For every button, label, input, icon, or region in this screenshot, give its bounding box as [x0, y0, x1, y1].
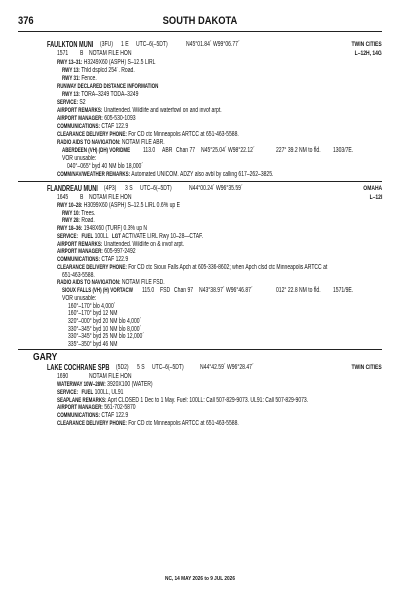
runway-spec: H3249X60 (ASPH) S–12.5 LIRL — [83, 59, 156, 66]
communications-line — [57, 256, 128, 264]
clearance-delivery-label: CLEARANCE DELIVERY PHONE: — [57, 420, 127, 427]
runway-end-text: Road. — [81, 217, 95, 224]
communications-line — [57, 123, 128, 131]
chart-list: L–12H, 14G — [354, 50, 382, 57]
runway-label: RWY 10–28: — [57, 202, 83, 209]
navaid-name: SIOUX FALLS (VH) (H) VORTACW — [62, 287, 133, 294]
clearance-delivery-text: For CD ctc Sioux Falls Apch at 605-336-8602; when Apch clsd ctc Minneapolis ARTCC at — [128, 264, 328, 271]
fuel-label: FUEL — [81, 233, 94, 240]
communications-label: COMMUNICATIONS: — [57, 256, 100, 263]
airport-location: 3 S — [125, 185, 133, 192]
waterway-spec: 3920X100 (WATER) — [107, 381, 153, 388]
airport-coords: N45°01.84´ W99°06.77´ — [186, 41, 240, 48]
navaid-frequency: 113.0 — [143, 147, 156, 154]
communications-text: CTAF 122.9 — [101, 256, 129, 263]
runway-end-label: RWY 31: — [62, 75, 80, 82]
runway-end-line — [62, 67, 135, 75]
fuel-label: FUEL — [81, 389, 94, 396]
navaid-channel: Chan 97 — [174, 287, 194, 294]
runway-end-label: RWY 13: — [62, 67, 80, 74]
service-line — [57, 389, 123, 397]
seaplane-remarks-label: SEAPLANE REMARKS: — [57, 397, 107, 404]
seaplane-remarks-text: Aprt CLOSED 1 Dec to 1 May. Fuel: 100LL: Call 507-829-9073. UL91: Call 507-829-9073. — [107, 397, 309, 404]
lighting-text: ACTIVATE LIRL Rwy 10–28—CTAF. — [122, 233, 204, 240]
clearance-delivery-label: CLEARANCE DELIVERY PHONE: — [57, 131, 127, 138]
airport-ident: (3FU) — [100, 41, 113, 48]
state-title: SOUTH DAKOTA — [162, 15, 238, 27]
navaid-ident: ABR — [162, 147, 173, 154]
communications-label: COMMUNICATIONS: — [57, 123, 100, 130]
airport-elevation: 1571 — [57, 50, 69, 57]
airport-coords: N44°42.59´ W96°28.47´ — [200, 364, 254, 371]
service-line — [57, 99, 86, 107]
notam-file: NOTAM FILE HON — [89, 50, 132, 57]
vor-unusable-heading: VOR unusable: — [62, 295, 97, 302]
runway-spec: 1948X60 (TURF) 0.3% up N — [83, 225, 148, 232]
airport-ident: (5D2) — [116, 364, 129, 371]
fuel-class: B — [80, 50, 84, 57]
airport-utc: UTC–6(–5DT) — [136, 41, 168, 48]
communications-label: COMMUNICATIONS: — [57, 412, 100, 419]
airport-manager-phone: 605-997-2492 — [104, 248, 136, 255]
airport-remarks-text: Unattended. Wildlife and waterfowl on and invof arpt. — [103, 107, 222, 114]
airport-manager-line — [57, 248, 136, 256]
chart-region: TWIN CITIES — [351, 364, 382, 371]
airport-manager-phone: 605-530-1093 — [104, 115, 136, 122]
airport-manager-label: AIRPORT MANAGER: — [57, 248, 103, 255]
navaid-ident: FSD — [160, 287, 171, 294]
service-label: SERVICE: — [57, 389, 78, 396]
airport-manager-label: AIRPORT MANAGER: — [57, 115, 103, 122]
runway-spec: H3099X60 (ASPH) S–12.5 LIRL 0.6% up E — [83, 202, 180, 209]
communications-line — [57, 412, 128, 420]
clearance-delivery-text: For CD ctc Minneapolis ARTCC at 651-463-5588. — [128, 131, 239, 138]
airport-name: FLANDREAU MUNI — [47, 184, 98, 193]
runway-end-line — [62, 75, 97, 83]
navaid-coords: N43°38.97´ W96°46.87´ — [199, 287, 253, 294]
airport-elevation: 1690 — [57, 373, 69, 380]
declared-distance-heading — [57, 83, 158, 91]
airport-location: 1 E — [121, 41, 129, 48]
navaid-bearing-distance: 012° 22.8 NM to fld. — [276, 287, 321, 294]
runway-end-label: RWY 10: — [62, 210, 80, 217]
clearance-delivery-continuation: 651-463-5588. — [62, 272, 95, 279]
vor-unusable-sector: 160°–170° byd 12 NM — [68, 310, 118, 317]
runway-line — [57, 202, 180, 210]
navaid-name: ABERDEEN (VH) (DH) VOR/DME — [62, 147, 131, 154]
vor-unusable-heading: VOR unusable: — [62, 155, 97, 162]
service-label: SERVICE: — [57, 233, 78, 240]
airport-name: LAKE COCHRANE SPB — [47, 363, 110, 372]
airport-coords: N44°00.24´ W96°35.59´ — [189, 185, 243, 192]
entry-rule — [18, 181, 382, 182]
comm-nav-weather-label: COMM/NAV/WEATHER REMARKS: — [57, 171, 131, 178]
runway-end-line — [62, 217, 95, 225]
navaid-bearing-distance: 227° 39.2 NM to fld. — [276, 147, 321, 154]
page-number: 376 — [18, 15, 34, 27]
vor-unusable-sector: 330°–345° byd 25 NM blo 12,000´ — [68, 333, 145, 340]
comm-nav-weather-text: Automated UNICOM. ADZY also avbl by calling 617–262–3825. — [131, 171, 274, 178]
radio-aids-text: NOTAM FILE FSD. — [121, 279, 165, 286]
service-text: S2 — [79, 99, 86, 106]
communications-text: CTAF 122.9 — [101, 123, 129, 130]
airport-manager-phone: 561-702-5870 — [104, 404, 136, 411]
runway-line — [57, 225, 147, 233]
clearance-delivery-text: For CD ctc Minneapolis ARTCC at 651-463-5588. — [128, 420, 239, 427]
runway-end-text: Thld dsplcd 254´. Road. — [81, 67, 135, 74]
city-rule — [18, 349, 382, 350]
runway-label: RWY 18–36: — [57, 225, 83, 232]
notam-file: NOTAM FILE HON — [89, 194, 132, 201]
fuel-types: 100LL, UL91 — [94, 389, 124, 396]
airport-elevation: 1645 — [57, 194, 69, 201]
waterway-label: WATERWAY 10W–28W: — [57, 381, 106, 388]
vor-unusable-sector: 335°–350° byd 46 NM — [68, 341, 118, 348]
clearance-delivery-line — [57, 264, 327, 272]
radio-aids-line — [57, 279, 165, 287]
communications-text: CTAF 122.9 — [101, 412, 129, 419]
radio-aids-line — [57, 139, 165, 147]
airport-utc: UTC–6(–5DT) — [140, 185, 172, 192]
navaid-elevation-variation: 1303/7E. — [333, 147, 354, 154]
navaid-coords: N45°25.04´ W98°22.12´ — [201, 147, 255, 154]
airport-remarks-label: AIRPORT REMARKS: — [57, 107, 103, 114]
airport-utc: UTC–6(–5DT) — [152, 364, 184, 371]
runway-end-label: RWY 28: — [62, 217, 80, 224]
vor-unusable-sector: 320°–000° byd 20 NM blo 4,000´ — [68, 318, 142, 325]
runway-label: RWY 13–31: — [57, 59, 83, 66]
chart-region: OMAHA — [363, 185, 382, 192]
header-rule — [18, 31, 382, 32]
fuel-class: B — [80, 194, 84, 201]
airport-manager-line — [57, 115, 136, 123]
clearance-delivery-label: CLEARANCE DELIVERY PHONE: — [57, 264, 127, 271]
airport-remarks-label: AIRPORT REMARKS: — [57, 241, 103, 248]
comm-nav-weather-line — [57, 171, 273, 179]
declared-distance-text: TORA–3249 TODA–3249 — [81, 91, 139, 98]
navaid-elevation-variation: 1571/9E. — [333, 287, 354, 294]
city-heading: GARY — [33, 352, 58, 363]
radio-aids-label: RADIO AIDS TO NAVIGATION: — [57, 139, 121, 146]
airport-ident: (4P3) — [104, 185, 117, 192]
airport-manager-label: AIRPORT MANAGER: — [57, 404, 103, 411]
runway-line — [57, 59, 155, 67]
vor-unusable-sector: 330°–345° byd 10 NM blo 8,000´ — [68, 326, 142, 333]
declared-distance-label: RWY 13: — [62, 91, 80, 98]
service-line — [57, 233, 203, 241]
runway-end-text: Trees. — [81, 210, 96, 217]
clearance-delivery-line — [57, 131, 239, 139]
vor-unusable-sector: 040°–065° byd 40 NM blo 18,000´ — [67, 163, 144, 170]
radio-aids-label: RADIO AIDS TO NAVIGATION: — [57, 279, 121, 286]
chart-list: L–12I — [369, 194, 382, 201]
fuel-types: 100LL — [94, 233, 109, 240]
chart-region: TWIN CITIES — [351, 41, 382, 48]
airport-remarks-text: Unattended. Wildlife on & invof arpt. — [103, 241, 185, 248]
declared-distance-line — [62, 91, 138, 99]
clearance-delivery-line — [57, 420, 239, 428]
lighting-label: LGT — [111, 233, 121, 240]
airport-manager-line — [57, 404, 136, 412]
airport-location: 5 S — [137, 364, 145, 371]
notam-file: NOTAM FILE HON — [89, 373, 132, 380]
navaid-frequency: 115.0 — [142, 287, 155, 294]
runway-end-text: Fence. — [81, 75, 97, 82]
airport-remarks-line — [57, 107, 222, 115]
declared-distance-heading-text: RUNWAY DECLARED DISTANCE INFORMATION — [57, 83, 159, 90]
airport-name: FAULKTON MUNI — [47, 40, 94, 49]
service-label: SERVICE: — [57, 99, 78, 106]
navaid-channel: Chan 77 — [176, 147, 196, 154]
vor-unusable-sector: 160°–170° blo 4,000´ — [68, 303, 116, 310]
edition-footer: NC, 14 MAY 2026 to 9 JUL 2026 — [165, 576, 235, 582]
radio-aids-text: NOTAM FILE ABR. — [121, 139, 165, 146]
waterway-line — [57, 381, 153, 389]
